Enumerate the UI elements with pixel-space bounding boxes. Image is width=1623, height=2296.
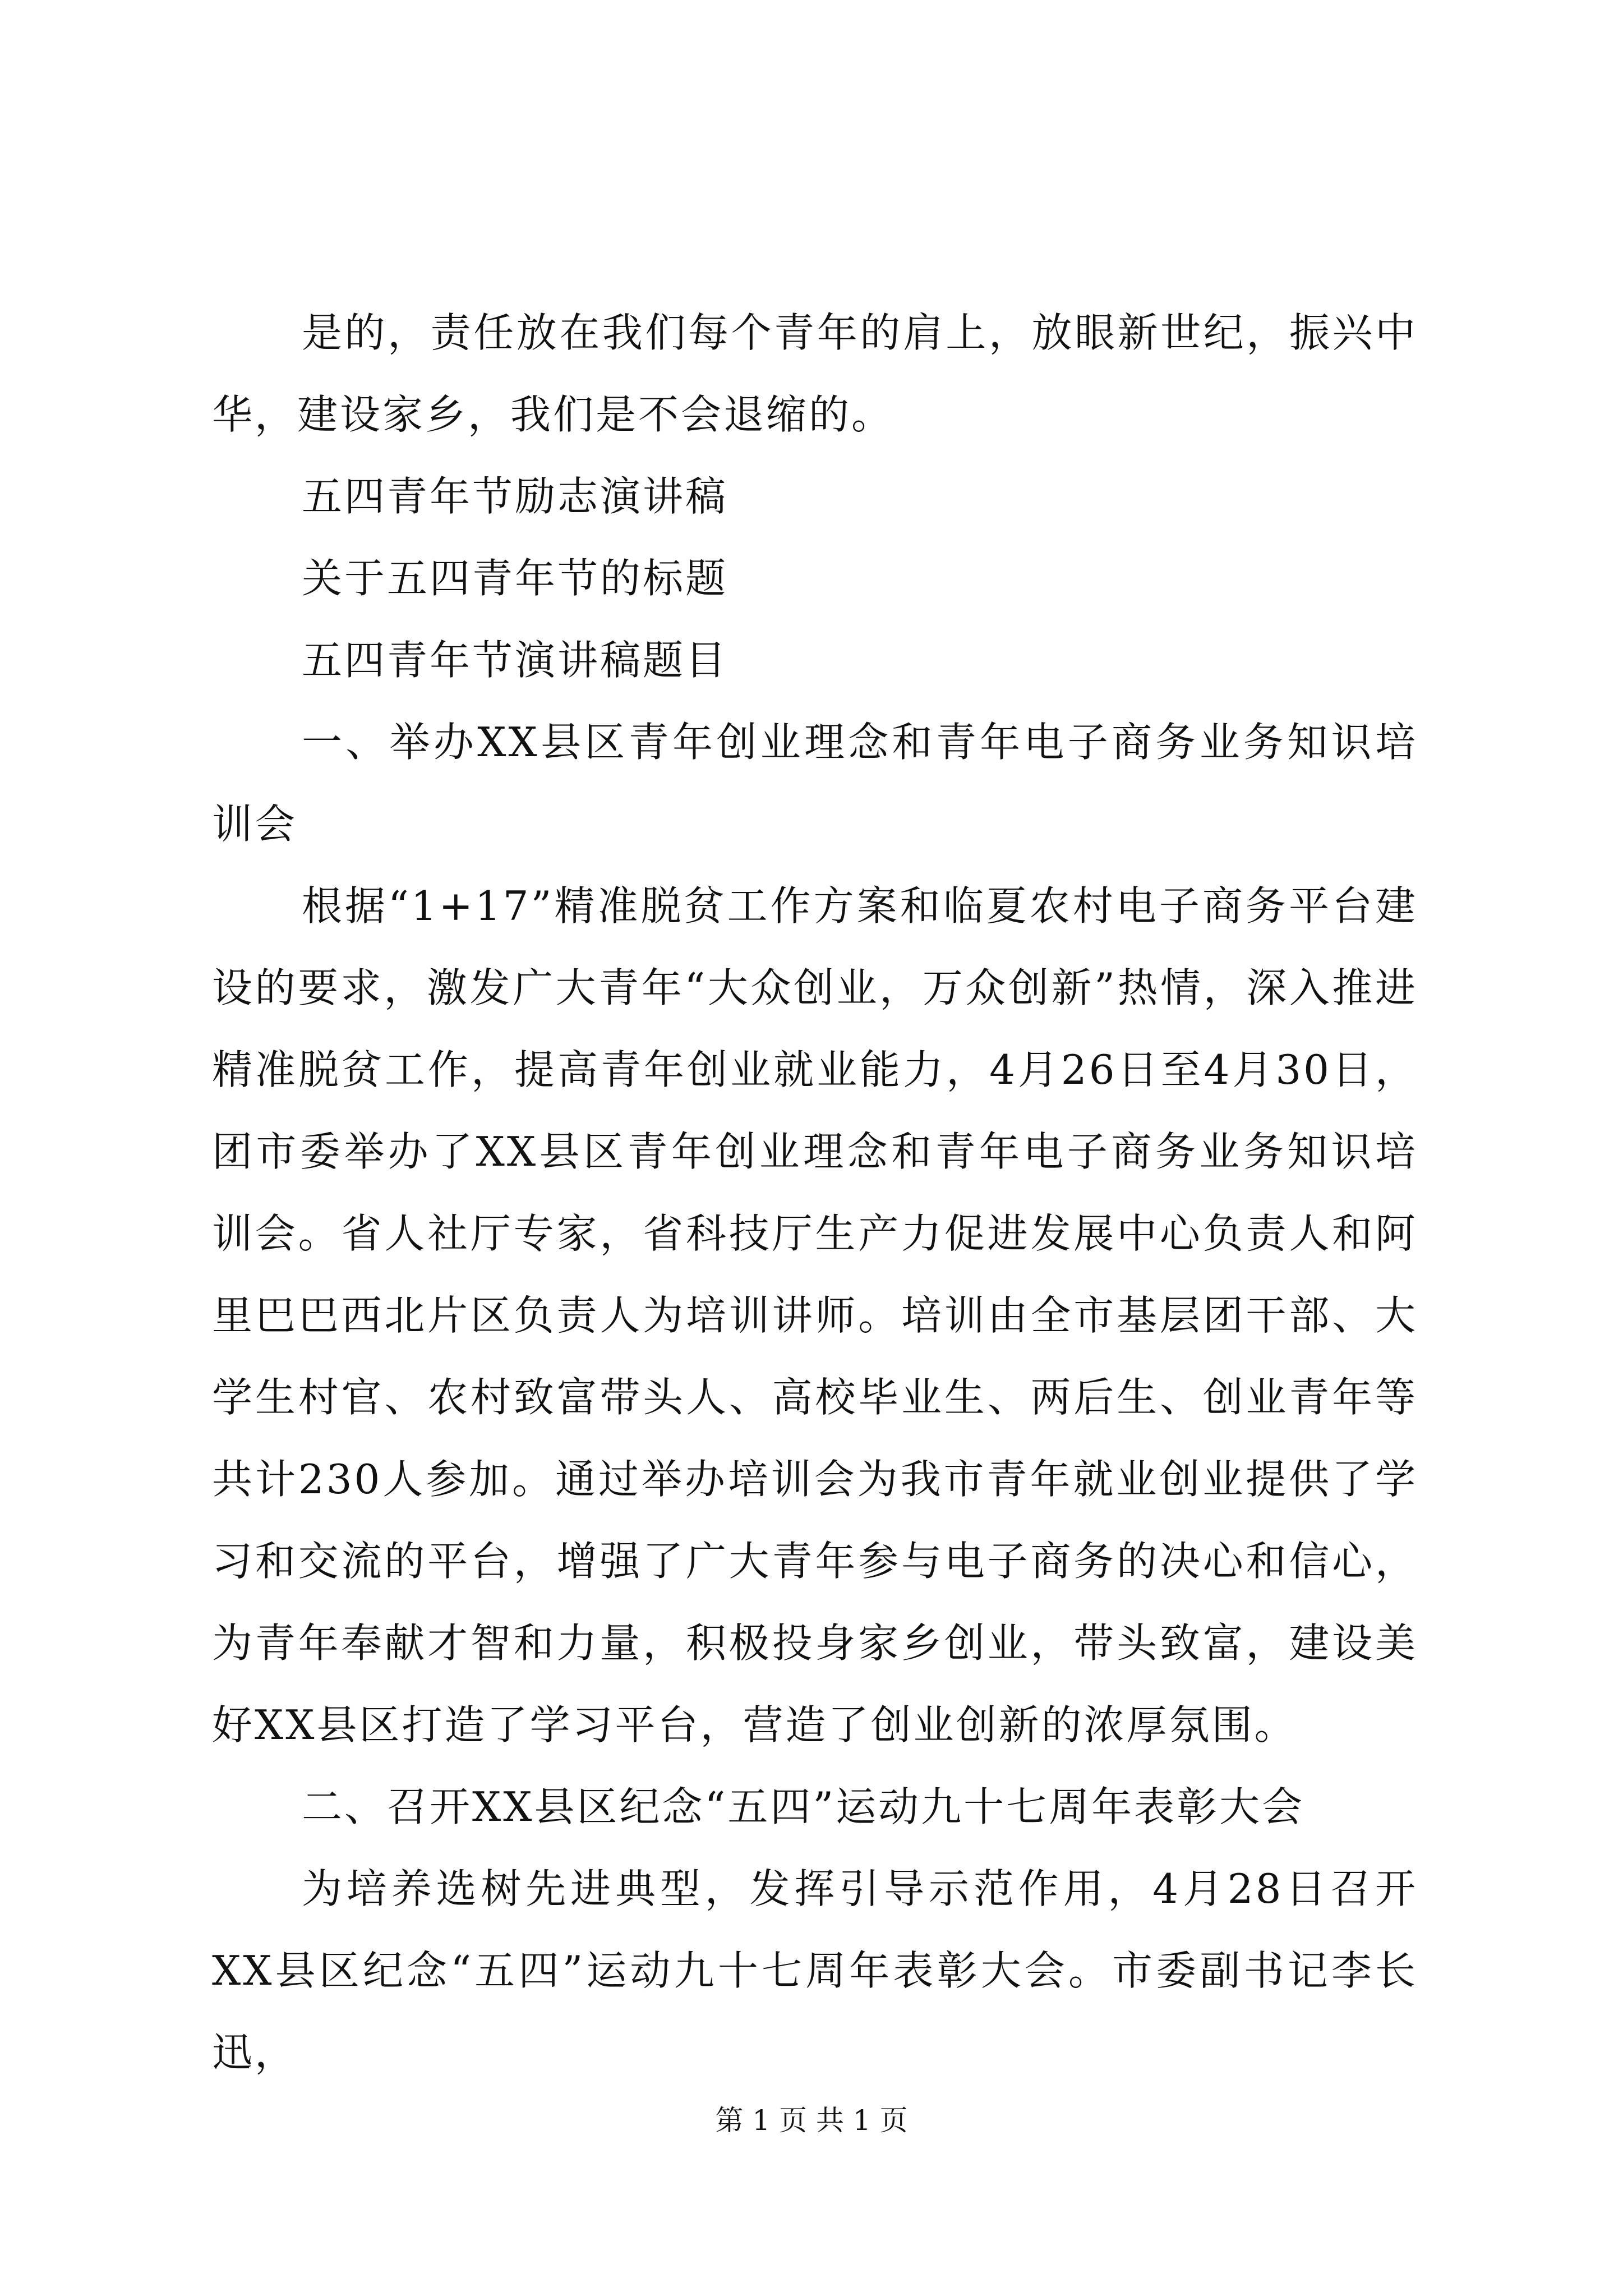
document-body [212, 292, 1418, 2093]
paragraph-training-details: 根据“1+17”精准脱贫工作方案和临夏农村电子商务平台建设的要求，激发广大青年“大众创业，万众创新”热情，深入推进精准脱贫工作，提高青年创业就业能力，4月26日至4月30日，团市委举办了XX县区青年创业理念和青年电子商务业务知识培训会。省人社厅专家，省科技厅生产力促进发展中心负责人和阿里巴巴西北片区负责人为培训讲师。培训由全市基层团干部、大学生村官、农村致富带头人、高校毕业生、两后生、创业青年等共计230人参加。通过举办培训会为我市青年就业创业提供了学习和交流的平台，增强了广大青年参与电子商务的决心和信心，为青年奉献才智和力量，积极投身家乡创业，带头致富，建设美好XX县区打造了学习平台，营造了创业创新的浓厚氛围。 [212, 882, 1418, 1749]
section-heading-training: 一、举办XX县区青年创业理念和青年电子商务业务知识培训会 [212, 719, 1418, 848]
paragraph-closing-statement: 是的，责任放在我们每个青年的肩上，放眼新世纪，振兴中华，建设家乡，我们是不会退缩的。 [212, 309, 1418, 438]
paragraph-title-topic: 五四青年节演讲稿题目 [302, 637, 728, 684]
page-number-label: 第 1 页 共 1 页 [715, 2104, 908, 2137]
paragraph-title-speech: 五四青年节励志演讲稿 [302, 473, 728, 520]
paragraph-title-headline: 关于五四青年节的标题 [302, 555, 728, 602]
paragraph-commendation-details: 为培养选树先进典型，发挥引导示范作用，4月28日召开XX县区纪念“五四”运动九十七周年表彰大会。市委副书记李长迅， [212, 1865, 1418, 2076]
page-footer [0, 2101, 1623, 2140]
section-heading-commendation: 二、召开XX县区纪念“五四”运动九十七周年表彰大会 [302, 1783, 1305, 1830]
